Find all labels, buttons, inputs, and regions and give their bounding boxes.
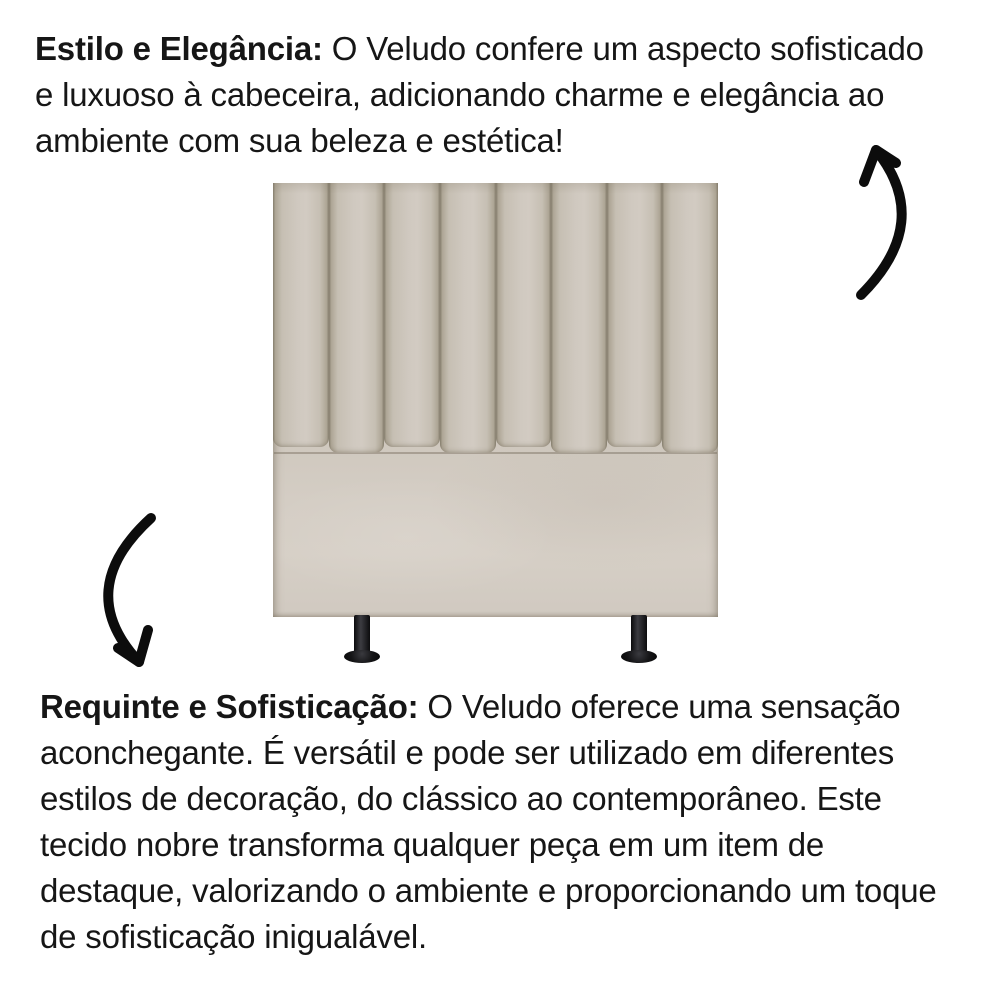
headboard-base-panel xyxy=(273,438,718,617)
headboard-panel xyxy=(384,183,440,447)
headboard-leg-left xyxy=(342,615,382,663)
top-paragraph-lead: Estilo e Elegância: xyxy=(35,30,323,67)
headboard-panel xyxy=(329,183,385,453)
headboard-panel xyxy=(273,183,329,447)
headboard-channel-panels xyxy=(273,183,718,453)
leg-stem xyxy=(354,615,370,655)
leg-stem xyxy=(631,615,647,655)
bottom-paragraph-lead: Requinte e Sofisticação: xyxy=(40,688,419,725)
bottom-paragraph xyxy=(40,684,955,960)
headboard-panel xyxy=(440,183,496,453)
headboard-panel xyxy=(551,183,607,453)
headboard-leg-right xyxy=(619,615,659,663)
curved-arrow-up-icon xyxy=(836,130,928,310)
leg-foot xyxy=(344,650,380,663)
curved-arrow-down-icon xyxy=(96,506,170,674)
leg-foot xyxy=(621,650,657,663)
top-paragraph-body: O Veludo confere um aspecto sofisticado e luxuoso à cabeceira, adicionando charme e elegância ao ambiente com sua beleza e estética! xyxy=(35,30,924,159)
headboard-panel xyxy=(496,183,552,447)
headboard-photo xyxy=(273,183,718,617)
bottom-paragraph-body: O Veludo oferece uma sensação aconchegante. É versátil e pode ser utilizado em diferentes estilos de decoração, do clássico ao contemporâneo. Este tecido nobre transforma qualquer peça em um item de destaque, valorizando o ambiente e proporcionando um toque de sofisticação inigualável. xyxy=(40,688,937,955)
headboard-panel xyxy=(607,183,663,447)
top-paragraph xyxy=(35,26,950,164)
headboard-panel xyxy=(662,183,718,453)
